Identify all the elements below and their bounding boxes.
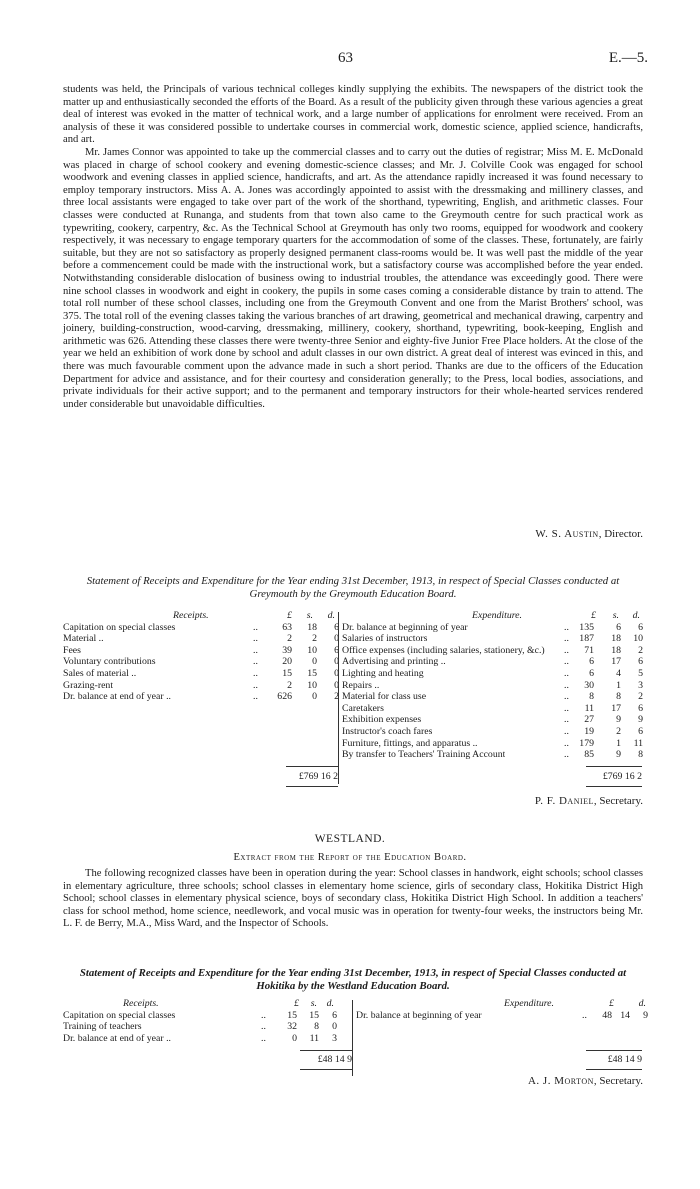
pence-value: 5	[638, 667, 643, 679]
ledger-row	[63, 645, 353, 657]
ledger-row	[342, 668, 642, 680]
pounds-value: 135	[579, 621, 594, 633]
signatory-name: A. J. Morton	[527, 1075, 594, 1087]
receipts-table	[63, 610, 353, 703]
ledger-label: Dr. balance at beginning of year	[356, 1009, 482, 1021]
shillings-value: 9	[616, 714, 621, 726]
body-text	[63, 84, 643, 411]
pence-value: 0	[334, 667, 339, 679]
ledger-row	[356, 1010, 646, 1022]
pence-value: 9	[638, 714, 643, 726]
section-subheading: Extract from the Report of the Education Board.	[233, 852, 467, 863]
signatory-title: , Secretary.	[593, 1075, 643, 1087]
leader-dots: ..	[253, 679, 258, 691]
ledger-row	[63, 668, 353, 680]
expenditure-table	[356, 998, 646, 1021]
ledger-label: Salaries of instructors	[342, 633, 428, 645]
total-receipts: £769 16 2	[298, 771, 338, 782]
column-divider	[338, 612, 339, 784]
pence-value: 0	[334, 656, 339, 668]
pounds-value: 6	[589, 667, 594, 679]
pence-heading: d.	[326, 998, 334, 1009]
ledger-label: Grazing-rent	[63, 679, 114, 691]
paragraph: students was held, the Principals of various technical colleges kindly supplying the exhibits. The newspapers of the district took the matter up and enthusiastically seconded the efforts of the Board. As a result of the publicity given through these various agencies a great deal of interest was evoked in the matter of technical work, and a large number of applications for enrolment were received. From an analysis of these it was considered possible to undertake courses in commercial work, domestic science, applied science, handicrafts, and art.	[63, 84, 643, 146]
ledger-row	[63, 1021, 353, 1033]
leader-dots: ..	[564, 667, 569, 679]
leader-dots: ..	[564, 633, 569, 645]
pence-value: 0	[334, 633, 339, 645]
pence-heading: d.	[638, 998, 646, 1009]
ledger-label: Capitation on special classes	[63, 1009, 176, 1021]
shillings-heading: s.	[306, 610, 313, 621]
ledger-row	[342, 691, 642, 703]
ledger-row	[63, 1010, 353, 1022]
pence-heading: d.	[327, 610, 335, 621]
pence-value: 10	[633, 633, 643, 645]
shillings-value: 11	[309, 1032, 319, 1044]
pence-value: 6	[334, 644, 339, 656]
section-heading: WESTLAND.	[314, 833, 386, 845]
ledger-row	[63, 680, 353, 692]
ledger-row	[342, 680, 642, 692]
pounds-value: 6	[589, 656, 594, 668]
pounds-value: 15	[282, 667, 292, 679]
ledger-row	[63, 633, 353, 645]
ledger-label: Sales of material ..	[63, 667, 137, 679]
ledger-row	[342, 622, 642, 634]
receipts-table	[63, 998, 353, 1044]
total-rule	[286, 766, 338, 767]
westland-text	[63, 868, 643, 931]
ledger-label: Dr. balance at beginning of year	[342, 621, 468, 633]
pence-value: 6	[638, 702, 643, 714]
paragraph: Mr. James Connor was appointed to take up the commercial classes and to carry out the duties of registrar; Miss M. E. McDonald was placed in charge of school cookery and evening domestic-science classes; and Mr. J. Colville Cook was engaged for school woodwork and evening classes in applied science, handicrafts, and art. As the attendance rapidly increased it was found necessary to employ temporary instructors. Miss A. A. Jones was accordingly appointed to assist with the dressmaking and millinery classes, and three local assistants were engaged to take over part of the work of the shorthand, typewriting, English, and arithmetic classes. Four classes were conducted at Runanga, and students from that town also came to the Greymouth centre for such practical work as typewriting, cookery, carpentry, &c. As the Technical School at Greymouth has only two rooms, equipped for woodwork and cookery respectively, it was necessary to engage temporary quarters for the accommodation of some of the classes. These, fortunately, are fairly suitable, but they are not so satisfactory as properly designed permanent class-rooms would be. It was well past the middle of the year before a commencement could be made with the instructional work, but a satisfactory course was accomplished before the year ended. Notwithstanding considerable dislocation of business owing to industrial troubles, the attendance was exceedingly good. There were nine school classes in woodwork and eight in cookery, the pupils in some cases coming a considerable distance by train to attend. The total roll number of these school classes, including one from the Greymouth Convent and one from the Marist Brothers' school, was 375. The total roll of the evening classes taking the various branches of art drawing, geometrical and mechanical drawing, carpentry and joinery, building-construction, wood-carving, dressmaking, millinery, cookery, shorthand, typewriting, book-keeping, English and arithmetic was 626. Attending these classes there were twenty-three Senior and eighty-five Junior Free Place holders. At the close of the year we held an exhibition of work done by school and adult classes in our own district. A great deal of interest was evinced in this, and there was much favourable comment upon the advance made in such a short period. Thanks are due to the officers of the Education Department for advice and assistance, and for their courtesy and consideration generally; to the Press, local bodies, associations, and private individuals for their active support; and to the permanent and temporary instructors for their whole-hearted services rendered under considerable but unavoidable difficulties.	[63, 146, 643, 410]
pence-value: 6	[638, 621, 643, 633]
document-code: E.—5.	[608, 50, 648, 66]
shillings-value: 8	[616, 691, 621, 703]
pence-value: 0	[332, 1021, 337, 1033]
pounds-value: 71	[584, 644, 594, 656]
signatory-name: W. S. Austin	[535, 528, 599, 540]
pounds-value: 11	[584, 702, 594, 714]
pounds-value: 30	[584, 679, 594, 691]
ledger-row	[63, 691, 353, 703]
ledger-row	[342, 749, 642, 761]
pounds-value: 626	[277, 691, 292, 703]
shillings-value: 9	[616, 749, 621, 761]
shillings-value: 2	[312, 633, 317, 645]
ledger-label: Instructor's coach fares	[342, 725, 433, 737]
pounds-value: 179	[579, 737, 594, 749]
signature-secretary	[528, 1075, 643, 1087]
shillings-heading: s.	[612, 610, 619, 621]
shillings-value: 0	[312, 691, 317, 703]
pounds-heading: £	[294, 998, 299, 1009]
leader-dots: ..	[564, 702, 569, 714]
shillings-value: 1	[616, 679, 621, 691]
pounds-value: 63	[282, 621, 292, 633]
ledger-row	[63, 656, 353, 668]
pounds-value: 15	[287, 1009, 297, 1021]
expenditure-heading: Expenditure.	[504, 998, 554, 1009]
pounds-value: 0	[292, 1032, 297, 1044]
pounds-value: 48	[602, 1009, 612, 1021]
total-expenditure: £769 16 2	[602, 771, 642, 782]
shillings-value: 18	[611, 633, 621, 645]
leader-dots: ..	[564, 679, 569, 691]
pounds-heading: £	[287, 610, 292, 621]
pence-value: 11	[633, 737, 643, 749]
pounds-value: 27	[584, 714, 594, 726]
paragraph: The following recognized classes have been in operation during the year: School classes in handwork, eight schools; school classes in elementary agriculture, three schools; school classes in elementary home science, girls of secondary class, Hokitika District High School; school classes in elementary physical science, boys of secondary class, Hokitika District High School. In addition a teachers' class for school method, home science, needlework, and vocal music was in operation for twenty-four weeks, the instructors being Mr. L. F. de Berry, M.A., Miss Ward, and the Inspector of Schools.	[63, 868, 643, 930]
pounds-value: 2	[287, 679, 292, 691]
leader-dots: ..	[582, 1009, 587, 1021]
pence-value: 6	[638, 656, 643, 668]
total-rule	[586, 1069, 642, 1070]
pence-value: 6	[638, 725, 643, 737]
pounds-heading: £	[609, 998, 614, 1009]
ledger-row	[342, 656, 642, 668]
shillings-value: 8	[314, 1021, 319, 1033]
shillings-value: 14	[620, 1009, 630, 1021]
ledger-label: By transfer to Teachers' Training Account	[342, 749, 506, 761]
ledger-label: Dr. balance at end of year ..	[63, 1032, 171, 1044]
total-expenditure: £48 14 9	[607, 1054, 642, 1065]
total-rule	[586, 1050, 642, 1051]
ledger-row	[342, 703, 642, 715]
ledger-label: Advertising and printing ..	[342, 656, 446, 668]
ledger-row	[342, 738, 642, 750]
leader-dots: ..	[564, 656, 569, 668]
pounds-value: 187	[579, 633, 594, 645]
page-number: 63	[338, 50, 353, 66]
total-rule	[586, 766, 642, 767]
receipts-heading: Receipts.	[123, 998, 159, 1009]
expenditure-table	[342, 610, 642, 761]
ledger-row	[342, 633, 642, 645]
pence-value: 0	[334, 679, 339, 691]
ledger-label: Capitation on special classes	[63, 621, 176, 633]
receipts-heading: Receipts.	[173, 610, 209, 621]
leader-dots: ..	[564, 725, 569, 737]
pounds-value: 2	[287, 633, 292, 645]
column-divider	[352, 1000, 353, 1076]
pence-heading: d.	[632, 610, 640, 621]
total-rule	[286, 786, 338, 787]
page-header	[0, 50, 700, 72]
pounds-value: 39	[282, 644, 292, 656]
leader-dots: ..	[261, 1032, 266, 1044]
ledger-label: Voluntary contributions	[63, 656, 156, 668]
ledger-label: Lighting and heating	[342, 667, 424, 679]
signatory-title: , Director.	[598, 528, 643, 540]
shillings-value: 0	[312, 656, 317, 668]
pence-value: 2	[334, 691, 339, 703]
pounds-value: 20	[282, 656, 292, 668]
leader-dots: ..	[564, 691, 569, 703]
leader-dots: ..	[253, 667, 258, 679]
leader-dots: ..	[564, 644, 569, 656]
pence-value: 2	[638, 644, 643, 656]
pence-value: 2	[638, 691, 643, 703]
ledger-label: Repairs ..	[342, 679, 380, 691]
pence-value: 6	[334, 621, 339, 633]
leader-dots: ..	[261, 1009, 266, 1021]
total-rule	[300, 1069, 352, 1070]
ledger-row	[63, 1033, 353, 1045]
leader-dots: ..	[564, 749, 569, 761]
shillings-value: 17	[611, 702, 621, 714]
pence-value: 6	[332, 1009, 337, 1021]
pounds-value: 32	[287, 1021, 297, 1033]
expenditure-heading: Expenditure.	[472, 610, 522, 621]
shillings-value: 15	[309, 1009, 319, 1021]
ledger-row	[342, 714, 642, 726]
leader-dots: ..	[253, 621, 258, 633]
leader-dots: ..	[253, 633, 258, 645]
leader-dots: ..	[564, 621, 569, 633]
statement-title: Statement of Receipts and Expenditure for the Year ending 31st December, 1913, in respect of Special Classes conducted at Greymouth by the Greymouth Education Board.	[86, 575, 620, 600]
total-receipts: £48 14 9	[317, 1054, 352, 1065]
pounds-heading: £	[591, 610, 596, 621]
shillings-value: 10	[307, 644, 317, 656]
pence-value: 3	[638, 679, 643, 691]
ledger-label: Material ..	[63, 633, 104, 645]
leader-dots: ..	[253, 656, 258, 668]
ledger-row	[63, 622, 353, 634]
shillings-value: 18	[611, 644, 621, 656]
pence-value: 8	[638, 749, 643, 761]
signature-director	[535, 528, 643, 540]
shillings-value: 10	[307, 679, 317, 691]
leader-dots: ..	[564, 737, 569, 749]
shillings-value: 2	[616, 725, 621, 737]
ledger-label: Training of teachers	[63, 1021, 142, 1033]
shillings-heading: s.	[310, 998, 317, 1009]
ledger-label: Caretakers	[342, 702, 384, 714]
pounds-value: 8	[589, 691, 594, 703]
pence-value: 3	[332, 1032, 337, 1044]
ledger-label: Material for class use	[342, 691, 427, 703]
ledger-row	[342, 726, 642, 738]
ledger-label: Furniture, fittings, and apparatus ..	[342, 737, 478, 749]
total-rule	[586, 786, 642, 787]
ledger-label: Exhibition expenses	[342, 714, 422, 726]
signature-secretary	[535, 795, 643, 807]
leader-dots: ..	[261, 1021, 266, 1033]
leader-dots: ..	[564, 714, 569, 726]
pounds-value: 85	[584, 749, 594, 761]
statement-title: Statement of Receipts and Expenditure for the Year ending 31st December, 1913, in respect of Special Classes conducted at Hokitika by the Westland Education Board.	[79, 967, 627, 992]
ledger-label: Fees	[63, 644, 81, 656]
signatory-title: , Secretary.	[593, 795, 643, 807]
shillings-value: 6	[616, 621, 621, 633]
leader-dots: ..	[253, 691, 258, 703]
ledger-row	[342, 645, 642, 657]
shillings-value: 4	[616, 667, 621, 679]
signatory-name: P. F. Daniel	[534, 795, 594, 807]
shillings-value: 18	[307, 621, 317, 633]
total-rule	[300, 1050, 352, 1051]
shillings-value: 1	[616, 737, 621, 749]
ledger-label: Office expenses (including salaries, stationery, &c.)	[342, 644, 545, 656]
pounds-value: 19	[584, 725, 594, 737]
shillings-value: 17	[611, 656, 621, 668]
pence-value: 9	[643, 1009, 648, 1021]
leader-dots: ..	[253, 644, 258, 656]
ledger-label: Dr. balance at end of year ..	[63, 691, 171, 703]
shillings-value: 15	[307, 667, 317, 679]
